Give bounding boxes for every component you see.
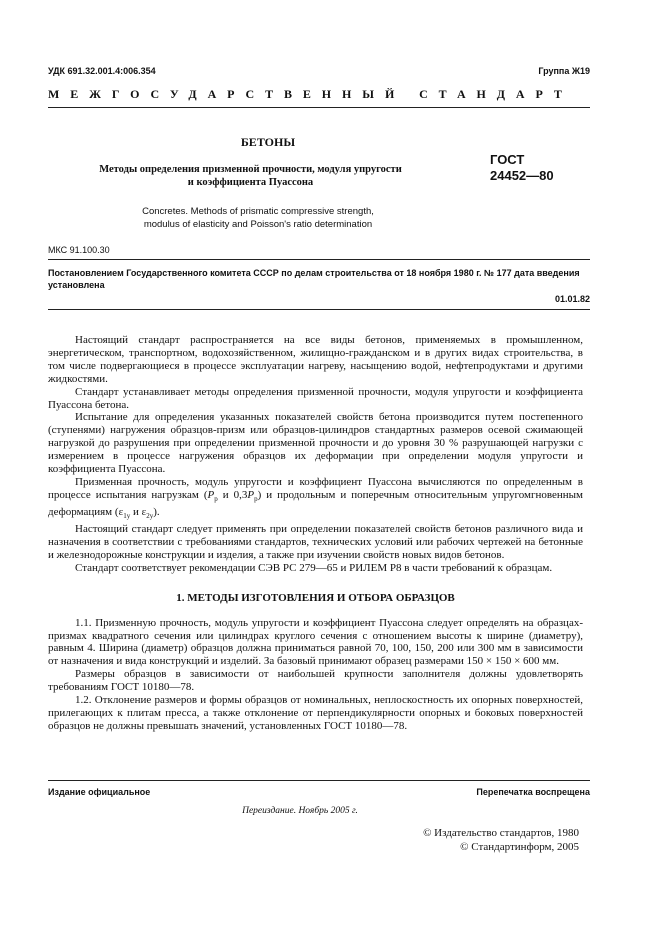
document-title: БЕТОНЫ bbox=[240, 135, 296, 149]
header-rule bbox=[48, 107, 590, 108]
official-edition-label: Издание официальное bbox=[48, 787, 151, 797]
standard-banner: МЕЖГОСУДАРСТВЕННЫЙ СТАНДАРТ bbox=[48, 87, 573, 101]
gost-number-block bbox=[490, 152, 554, 184]
subtitle-line-2: и коэффициента Пуассона bbox=[187, 177, 314, 188]
paragraph-methods: Стандарт устанавливает методы определения призменной прочности, модуля упругости и коэффициента Пуассона бетона. bbox=[48, 385, 583, 411]
decree-text: Постановлением Государственного комитета СССР по делам строительства от 18 ноября 1980 г. № 177 дата введения установлена bbox=[48, 268, 580, 290]
copyright-block bbox=[423, 826, 579, 854]
decree-rule bbox=[48, 309, 590, 310]
paragraph-scope: Настоящий стандарт распространяется на все виды бетонов, применяемых в промышленном, энергетическом, транспортном, водохозяйственном, жилищно-гражданском и в других видах строительства, в том числе подвергающиеся в процессе эксплуатации нагреву, насыщению водой, нефтепродуктами и другими жидкостями. bbox=[48, 334, 583, 385]
section-heading-1: 1. МЕТОДЫ ИЗГОТОВЛЕНИЯ И ОТБОРА ОБРАЗЦОВ bbox=[176, 591, 455, 604]
reissue-note: Переиздание. Ноябрь 2005 г. bbox=[242, 806, 358, 816]
document-subtitle bbox=[78, 163, 423, 189]
english-title-line-1: Concretes. Methods of prismatic compressive strength, bbox=[142, 206, 374, 217]
footer-rule bbox=[48, 780, 590, 781]
paragraph-testing: Испытание для определения указанных показателей свойств бетона производится путем постепенного (ступенями) нагружения образцов-призм или образцов-цилиндров стандартных размеров осевой сжимающей нагрузкой до разрушения при определении призменной прочности и до уровня 30 % разрушающей нагрузки с измерением в процессе нагружения образцов их деформации при определении модуля упругости и коэффициента Пуассона. bbox=[48, 411, 583, 476]
mks-code: МКС 91.100.30 bbox=[48, 245, 110, 255]
paragraph-1-2: 1.2. Отклонение размеров и формы образцов от номинальных, неплоскостность их опорных поверхностей, прилегающих к плитам пресса, а также отклонение от перпендикулярности опорных и боковых поверхностей образцов не должны превышать значений, установленных ГОСТ 10180—78. bbox=[48, 694, 583, 732]
gost-number: 24452—80 bbox=[490, 168, 554, 183]
paragraph-calculation: Призменная прочность, модуль упругости и коэффициент Пуассона вычисляются по определенным в процессе испытания нагрузкам ($P_p$ и $0,3P_p$) и продольным и поперечным относительным упругомгновенным деформациям ($\varepsilon_{1y}$ и $\varepsilon_{2y}$). bbox=[48, 475, 583, 521]
paragraph-sample-size: Размеры образцов в зависимости от наибольшей крупности заполнителя должны удовлетворять требованиям ГОСТ 10180—78. bbox=[48, 668, 583, 694]
english-title-line-2: modulus of elasticity and Poisson's ratio determination bbox=[143, 219, 373, 230]
paragraph-application: Настоящий стандарт следует применять при определении показателей свойств бетонов различного вида и назначения в соответствии с требованиями стандартов, технических условий или рабочих чертежей на бетонные и железнодорожные конструкции и изделия, а также при изучении свойств новых видов бетонов. bbox=[48, 523, 583, 561]
subtitle-line-1: Методы определения призменной прочности, модуля упругости bbox=[99, 164, 402, 175]
udk-code: УДК 691.32.001.4:006.354 bbox=[48, 66, 156, 76]
copyright-line-1: © Издательство стандартов, 1980 bbox=[423, 827, 579, 839]
document-body bbox=[48, 334, 583, 733]
effective-date: 01.01.82 bbox=[554, 294, 590, 304]
paragraph-1-1: 1.1. Призменную прочность, модуль упругости и коэффициент Пуассона следует определять на образцах-призмах квадратного сечения или цилиндрах круглого сечения с отношением высоты к ширине (диаметру), равным 4. Ширина (диаметр) образцов должна приниматься равной 70, 100, 150, 200 или 300 мм в зависимости от назначения и вида конструкций и изделий. За базовый принимают образец размерами 150 × 150 × 600 мм. bbox=[48, 616, 583, 668]
gost-label: ГОСТ bbox=[490, 152, 525, 167]
group-code: Группа Ж19 bbox=[538, 66, 590, 76]
paragraph-compliance: Стандарт соответствует рекомендации СЭВ РС 279—65 и РИЛЕМ Р8 в части требований к образцам. bbox=[75, 561, 553, 574]
reprint-prohibited-label: Перепечатка воспрещена bbox=[476, 787, 590, 797]
mks-rule bbox=[48, 259, 590, 260]
copyright-line-2: © Стандартинформ, 2005 bbox=[460, 841, 579, 853]
english-title bbox=[128, 205, 388, 231]
